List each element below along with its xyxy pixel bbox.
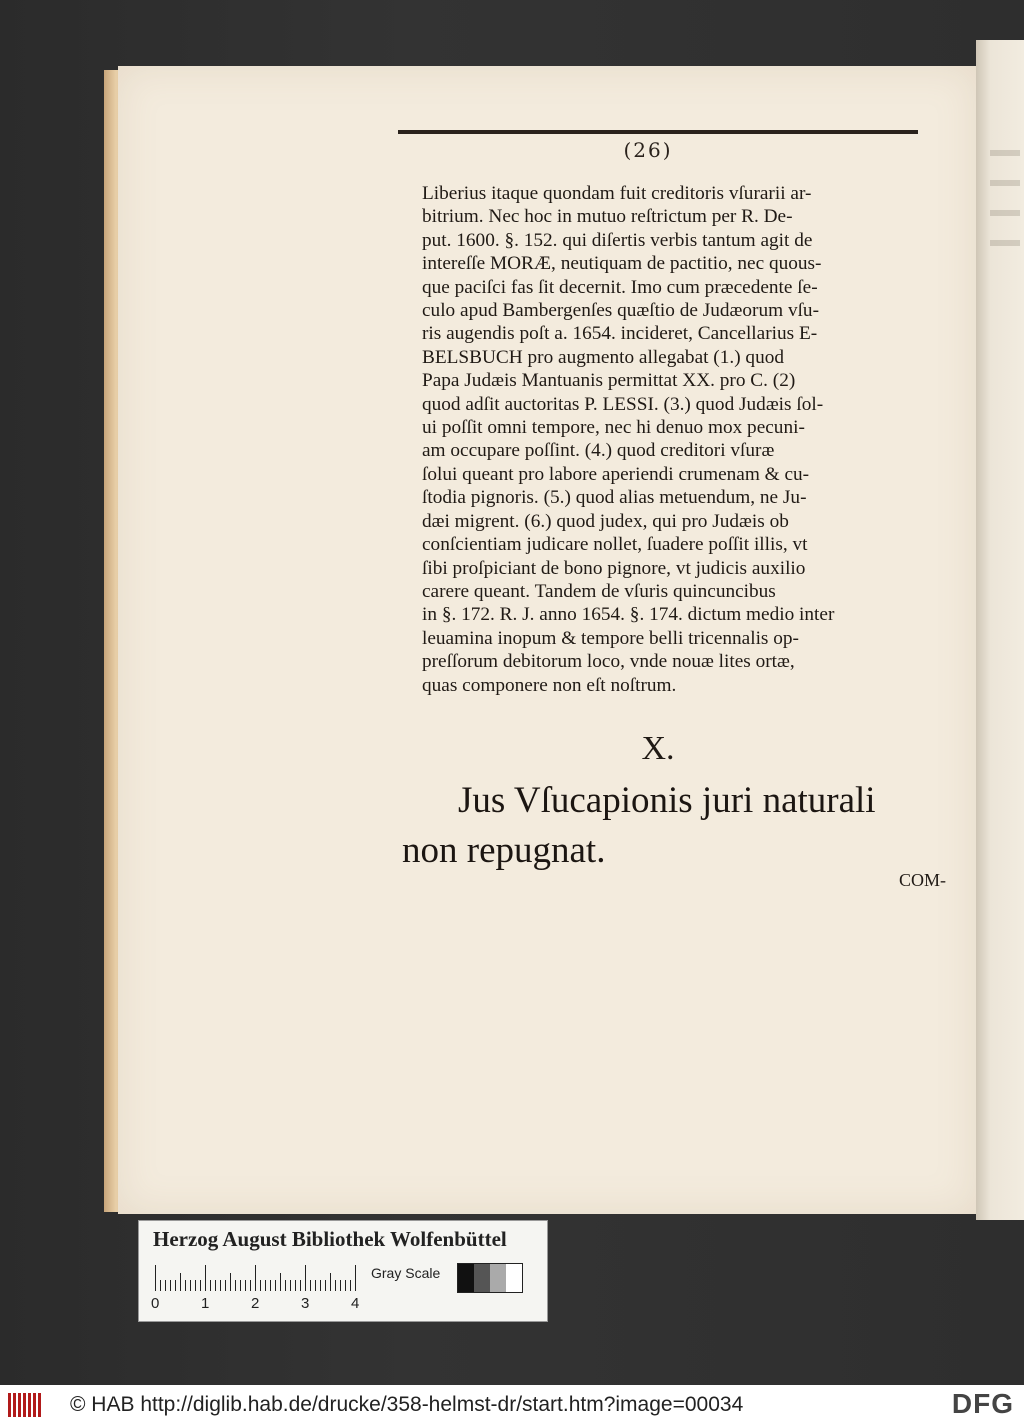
ruler-tick bbox=[190, 1280, 191, 1291]
text-line: in §. 172. R. J. anno 1654. §. 174. dictum medio inter bbox=[422, 604, 835, 626]
text-line: ſolui queant pro labore aperiendi crumenam & cu- bbox=[422, 463, 810, 485]
ruler-tick bbox=[175, 1280, 176, 1291]
ruler-tick bbox=[205, 1265, 206, 1291]
book-page bbox=[118, 66, 976, 1214]
gray-swatch bbox=[458, 1264, 474, 1292]
ruler-tick bbox=[240, 1280, 241, 1291]
ruler-tick bbox=[320, 1280, 321, 1291]
text-line: conſcientiam judicare nollet, ſuadere poſſit illis, vt bbox=[422, 534, 808, 556]
ruler-tick bbox=[285, 1280, 286, 1291]
catchword: COM- bbox=[898, 870, 946, 890]
text-line: Liberius itaque quondam fuit creditoris vſurarii ar- bbox=[422, 183, 812, 204]
text-line: intereſſe MORÆ, neutiquam de pactitio, nec quous- bbox=[422, 253, 822, 275]
ruler-tick bbox=[335, 1280, 336, 1291]
text-line: preſſorum debitorum loco, vnde nouæ lites ortæ, bbox=[422, 651, 795, 673]
text-line: que paciſci fas ſit decernit. Imo cum præcedente ſe- bbox=[422, 276, 818, 298]
ruler-tick bbox=[245, 1280, 246, 1291]
bleed-through-mark bbox=[990, 240, 1020, 246]
text-line: carere queant. Tandem de vſuris quincuncibus bbox=[422, 580, 776, 602]
section-title: Jus Vſucapionis juri naturali non repugnat. bbox=[402, 780, 876, 871]
ruler-tick bbox=[295, 1280, 296, 1291]
text-line: BELSBUCH pro augmento allegabat (1.) quod bbox=[422, 346, 784, 368]
ruler-tick bbox=[270, 1280, 271, 1291]
gray-scale-label: Gray Scale bbox=[371, 1265, 441, 1281]
facing-page-edge bbox=[976, 40, 1024, 1220]
ruler-number: 4 bbox=[351, 1295, 360, 1312]
text-line: quod adſit auctoritas P. LESSI. (3.) quod Judæis ſol- bbox=[422, 393, 824, 415]
ruler-tick bbox=[340, 1280, 341, 1291]
ruler-tick bbox=[305, 1265, 306, 1291]
ruler-tick bbox=[260, 1280, 261, 1291]
ruler-tick bbox=[235, 1280, 236, 1291]
ruler-tick bbox=[290, 1280, 291, 1291]
gray-swatch bbox=[490, 1264, 506, 1292]
dfg-logo: DFG bbox=[951, 1388, 1014, 1419]
ruler-tick bbox=[210, 1280, 211, 1291]
ruler-tick bbox=[215, 1280, 216, 1291]
page-number: (26) bbox=[623, 138, 673, 162]
body-text bbox=[422, 182, 918, 697]
bleed-through-mark bbox=[990, 210, 1020, 216]
text-line: put. 1600. §. 152. qui diſertis verbis tantum agit de bbox=[422, 229, 813, 251]
ruler-tick bbox=[250, 1280, 251, 1291]
copyright-url[interactable]: © HAB http://diglib.hab.de/drucke/358-helmst-dr/start.htm?image=00034 bbox=[70, 1393, 744, 1416]
text-line: ui poſſit omni tempore, nec hi denuo mox pecuni- bbox=[422, 417, 805, 439]
ruler-tick bbox=[195, 1280, 196, 1291]
library-name: Herzog August Bibliothek Wolfenbüttel bbox=[153, 1227, 507, 1251]
ruler-number: 2 bbox=[251, 1295, 260, 1312]
ruler-tick bbox=[165, 1280, 166, 1291]
ruler-tick bbox=[310, 1280, 311, 1291]
text-line: bitrium. Nec hoc in mutuo reſtrictum per R. De- bbox=[422, 206, 793, 228]
ruler-tick bbox=[265, 1280, 266, 1291]
color-scale-card bbox=[138, 1220, 548, 1322]
section-number: X. bbox=[641, 730, 675, 767]
footer-bar bbox=[0, 1385, 1024, 1425]
text-line: leuamina inopum & tempore belli tricennalis op- bbox=[422, 627, 799, 649]
ruler-tick bbox=[330, 1273, 331, 1291]
ruler-tick bbox=[355, 1265, 356, 1291]
ruler-tick bbox=[315, 1280, 316, 1291]
ruler-tick bbox=[255, 1265, 256, 1291]
ruler-tick bbox=[300, 1280, 301, 1291]
bleed-through-mark bbox=[990, 180, 1020, 186]
text-line: Papa Judæis Mantuanis permittat XX. pro C. (2) bbox=[422, 370, 796, 392]
ruler-tick bbox=[185, 1280, 186, 1291]
ruler-tick bbox=[170, 1280, 171, 1291]
text-line: dæi migrent. (6.) quod judex, qui pro Judæis ob bbox=[422, 510, 789, 532]
ruler-tick bbox=[230, 1273, 231, 1291]
ruler-tick bbox=[180, 1273, 181, 1291]
ruler-tick bbox=[200, 1280, 201, 1291]
ruler-tick bbox=[220, 1280, 221, 1291]
ruler-tick bbox=[350, 1280, 351, 1291]
ruler-number: 1 bbox=[201, 1295, 210, 1312]
text-line: quas componere non eſt noſtrum. bbox=[422, 674, 677, 696]
ruler-tick bbox=[155, 1265, 156, 1291]
text-line: culo apud Bambergenſes quæſtio de Judæorum vſu- bbox=[422, 300, 819, 322]
bleed-through-mark bbox=[990, 150, 1020, 156]
gray-swatch bbox=[506, 1264, 522, 1292]
ruler-number: 3 bbox=[301, 1295, 310, 1312]
gray-swatch bbox=[474, 1264, 490, 1292]
ruler-tick bbox=[325, 1280, 326, 1291]
text-line: ſtodia pignoris. (5.) quod alias metuendum, ne Ju- bbox=[422, 487, 807, 509]
ruler-tick bbox=[280, 1273, 281, 1291]
ruler-number: 0 bbox=[151, 1295, 160, 1312]
gray-scale-bar bbox=[457, 1263, 523, 1293]
ruler-tick bbox=[275, 1280, 276, 1291]
text-line: ſibi proſpiciant de bono pignore, vt judicis auxilio bbox=[422, 557, 806, 579]
ruler bbox=[155, 1265, 359, 1291]
text-line: am occupare poſſint. (4.) quod creditori vſuræ bbox=[422, 440, 775, 462]
text-line: ris augendis poſt a. 1654. incideret, Cancellarius E- bbox=[422, 323, 818, 345]
ruler-tick bbox=[225, 1280, 226, 1291]
header-rule bbox=[398, 130, 918, 134]
ruler-tick bbox=[160, 1280, 161, 1291]
hab-logo-icon bbox=[8, 1393, 48, 1417]
ruler-tick bbox=[345, 1280, 346, 1291]
